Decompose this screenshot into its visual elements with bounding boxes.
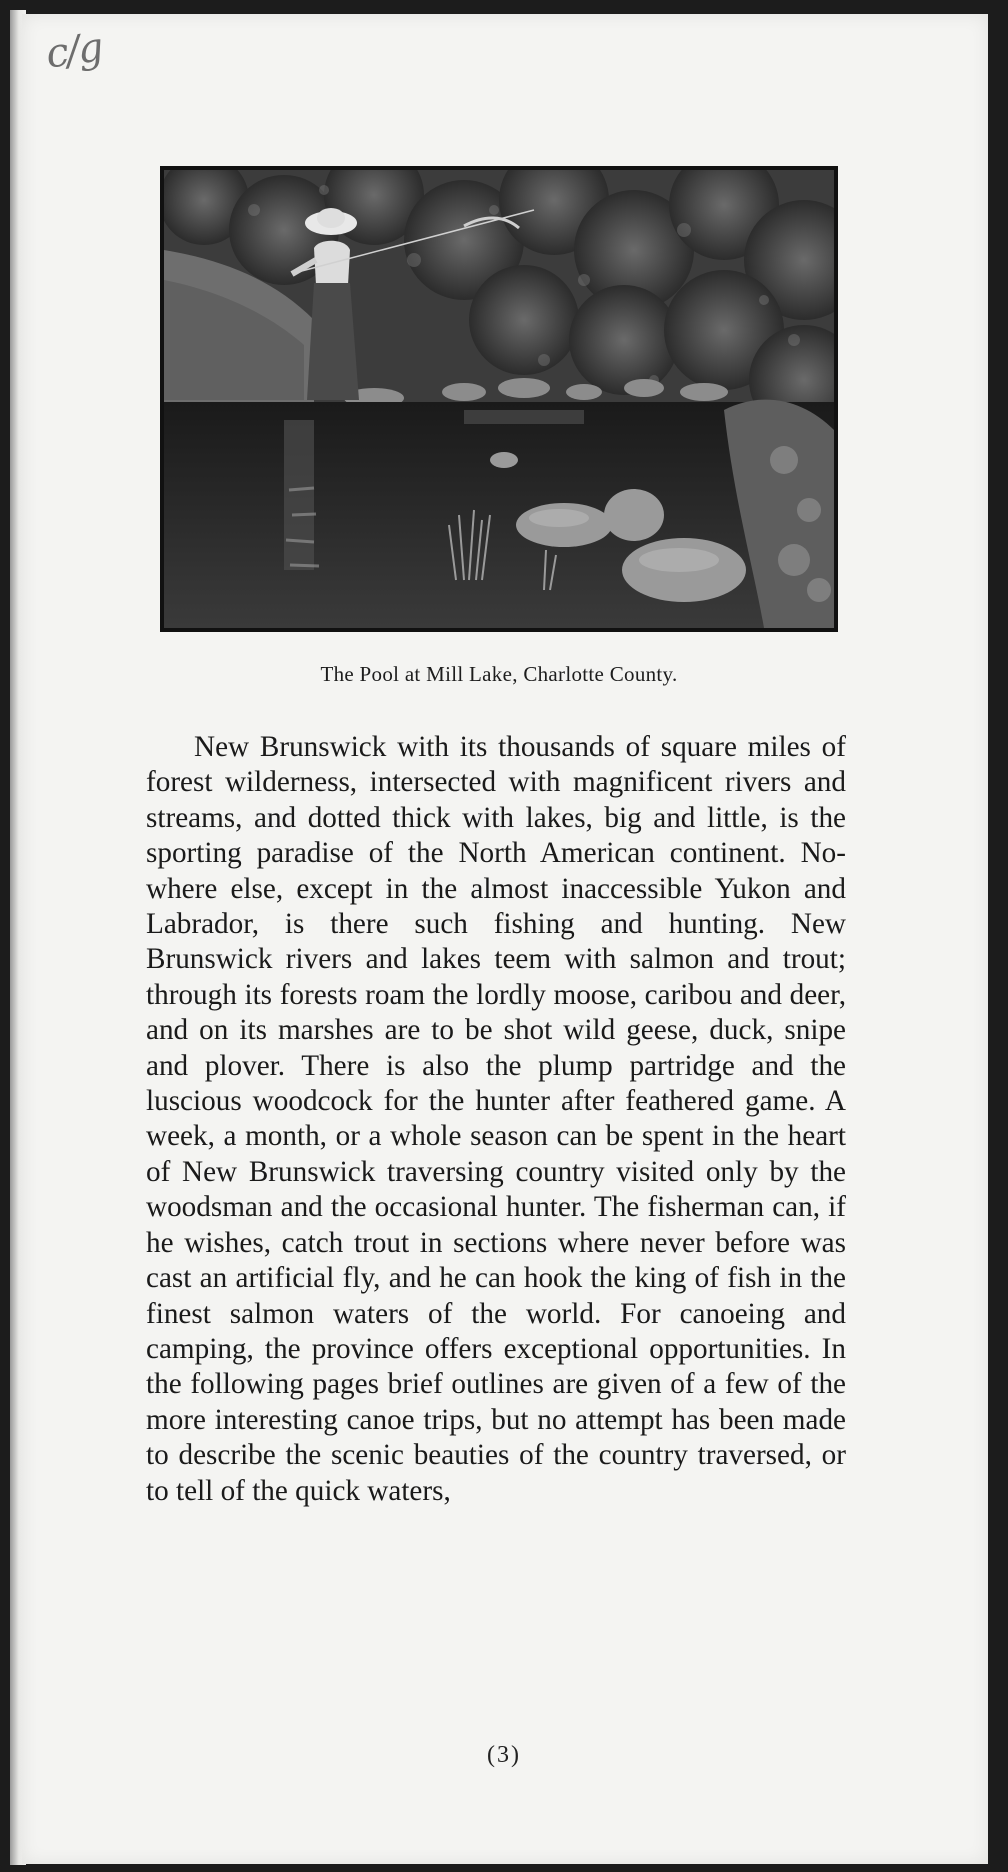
page-number: (3): [487, 1742, 521, 1768]
photo-illustration: [164, 170, 834, 628]
photograph-mill-lake: [160, 166, 838, 632]
photo-caption: The Pool at Mill Lake, Charlotte County.: [320, 662, 678, 686]
body-paragraph: New Brunswick with its thousands of square miles of forest wilderness, intersected with magnificent rivers and streams, and dotted thick with lakes, big and little, is the sporting paradise of the North American continent. Nowhere else, except in the almost inaccessible Yukon and Labrador, is there such fishing and hunting. New Brunswick rivers and lakes teem with salmon and trout; through its forests roam the lordly moose, caribou and deer, and on its marshes are to be shot wild geese, duck, snipe and plover. There is also the plump partridge and the luscious woodcock for the hunter after feathered game. A week, a month, or a whole season can be spent in the heart of New Brunswick traversing country visited only by the woodsman and the occasional hunter. The fisherman can, if he wishes, catch trout in sections where never before was cast an artificial fly, and he can hook the king of fish in the finest salmon waters of the world. For canoeing and camping, the province offers exceptional opportunities. In the following pages brief outlines are given of a few of the more interesting canoe trips, but no attempt has been made to describe the scenic beauties of the country traversed, or to tell of the quick waters,: [146, 731, 846, 1507]
handwritten-mark: c/g: [43, 24, 105, 78]
